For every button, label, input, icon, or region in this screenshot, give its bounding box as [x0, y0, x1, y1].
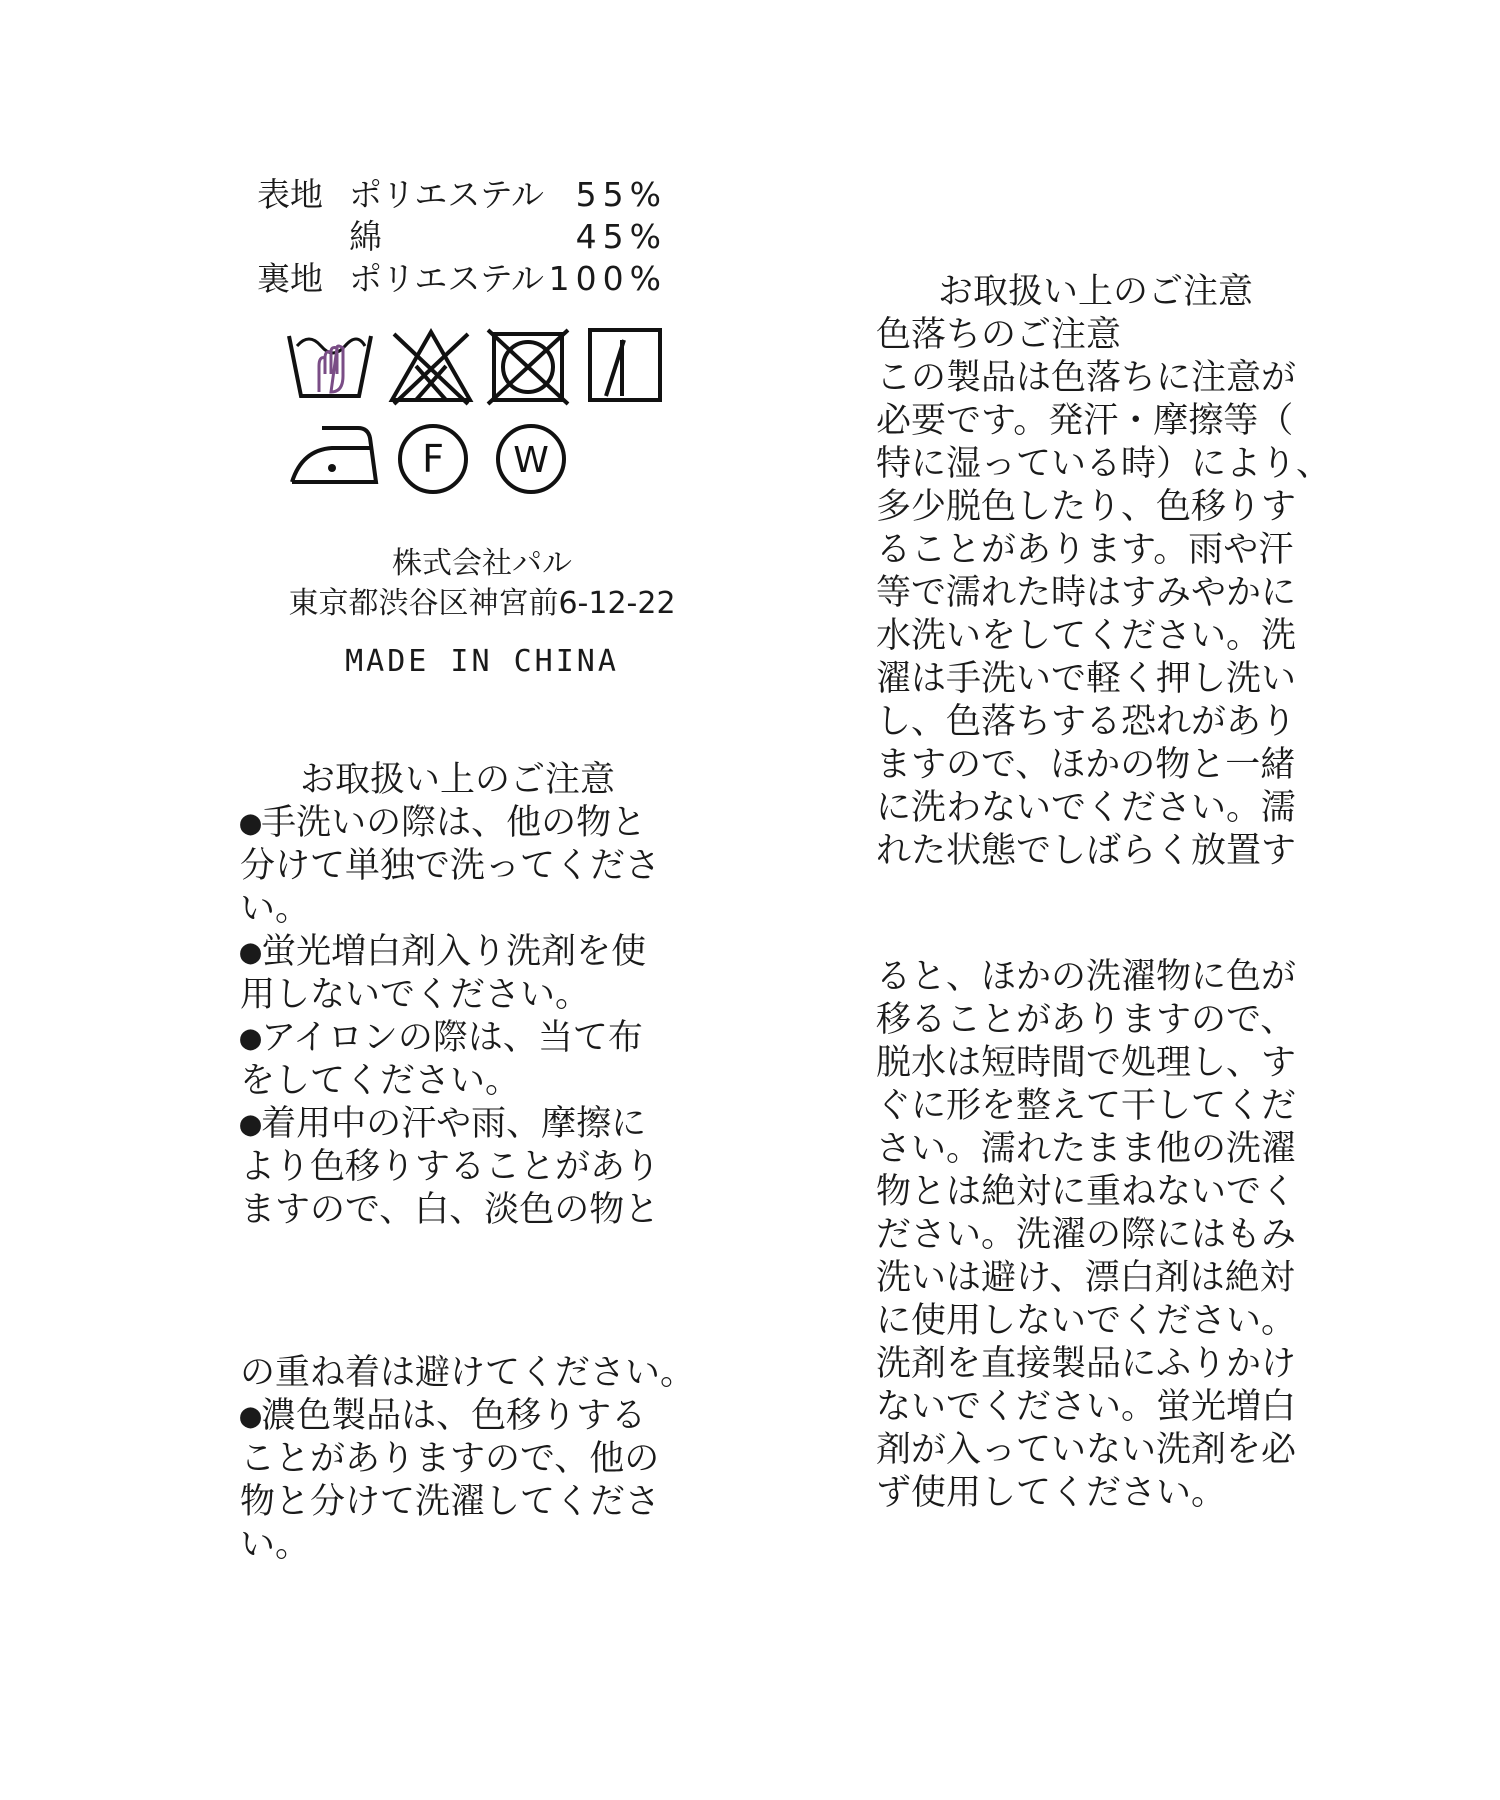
- dry-clean-f-icon: [396, 422, 470, 496]
- left-care-text-top: ●手洗いの際は、他の物と 分けて単独で洗ってくださ い。 ●蛍光増白剤入り洗剤を使 用しないでください。 ●アイロンの際は、当て布 をしてください。 ●着用中の汗や雨、摩擦に より色移りすることがあり ますので、白、淡色の物と: [240, 803, 661, 1230]
- composition-part: 裏地: [257, 259, 323, 298]
- origin-label: MADE IN CHINA: [345, 644, 619, 679]
- dry-clean-letter: F: [422, 437, 444, 481]
- composition-row: [257, 174, 677, 216]
- left-care-title: お取扱い上のご注意: [300, 760, 616, 800]
- right-care-text-bottom: ると、ほかの洗濯物に色が 移ることがありますので、 脱水は短時間で処理し、す ぐに形を整えて干してくだ さい。濡れたまま他の洗濯 物とは絶対に重ねないでく ださい。洗濯の際にはもみ 洗いは避け、漂白剤は絶対 に使用しないでください。 洗剤を直接製品にふりかけ ないでください。蛍光増白 剤が入っていない洗剤を必 ず使用してください。: [876, 957, 1297, 1513]
- composition-material: 綿: [349, 217, 382, 256]
- composition-row: [257, 216, 677, 258]
- hand-wash-icon: [285, 326, 375, 406]
- composition-percent: 100%: [548, 259, 667, 298]
- wet-clean-w-icon: [494, 422, 568, 496]
- line-dry-icon: [586, 326, 664, 404]
- company-name: 株式会社パル: [392, 546, 572, 581]
- no-bleach-icon: [388, 328, 474, 406]
- no-tumble-dry-icon: [486, 328, 570, 406]
- left-care-text-bottom: の重ね着は避けてください。 ●濃色製品は、色移りする ことがありますので、他の 物と分けて洗濯してくださ い。: [240, 1353, 696, 1565]
- composition-percent: 45%: [575, 217, 667, 256]
- composition-material: ポリエステル: [349, 175, 545, 214]
- composition-row: [257, 258, 677, 300]
- right-care-text-top: 色落ちのご注意 この製品は色落ちに注意が 必要です。発汗・摩擦等（ 特に湿っている時）により、 多少脱色したり、色移りす ることがあります。雨や汗 等で濡れた時はすみやかに 水洗いをしてください。洗 濯は手洗いで軽く押し洗い し、色落ちする恐れがあり ますので、ほかの物と一緒 に洗わないでください。濡 れた状態でしばらく放置す: [876, 315, 1332, 871]
- low-heat-iron-icon: [288, 420, 380, 488]
- company-address: 東京都渋谷区神宮前6-12-22: [288, 586, 676, 621]
- composition-material: ポリエステル: [349, 259, 545, 298]
- right-care-title: お取扱い上のご注意: [938, 272, 1254, 312]
- composition-part: 表地: [257, 175, 323, 214]
- composition-percent: 55%: [575, 175, 667, 214]
- wet-clean-letter: W: [513, 440, 549, 481]
